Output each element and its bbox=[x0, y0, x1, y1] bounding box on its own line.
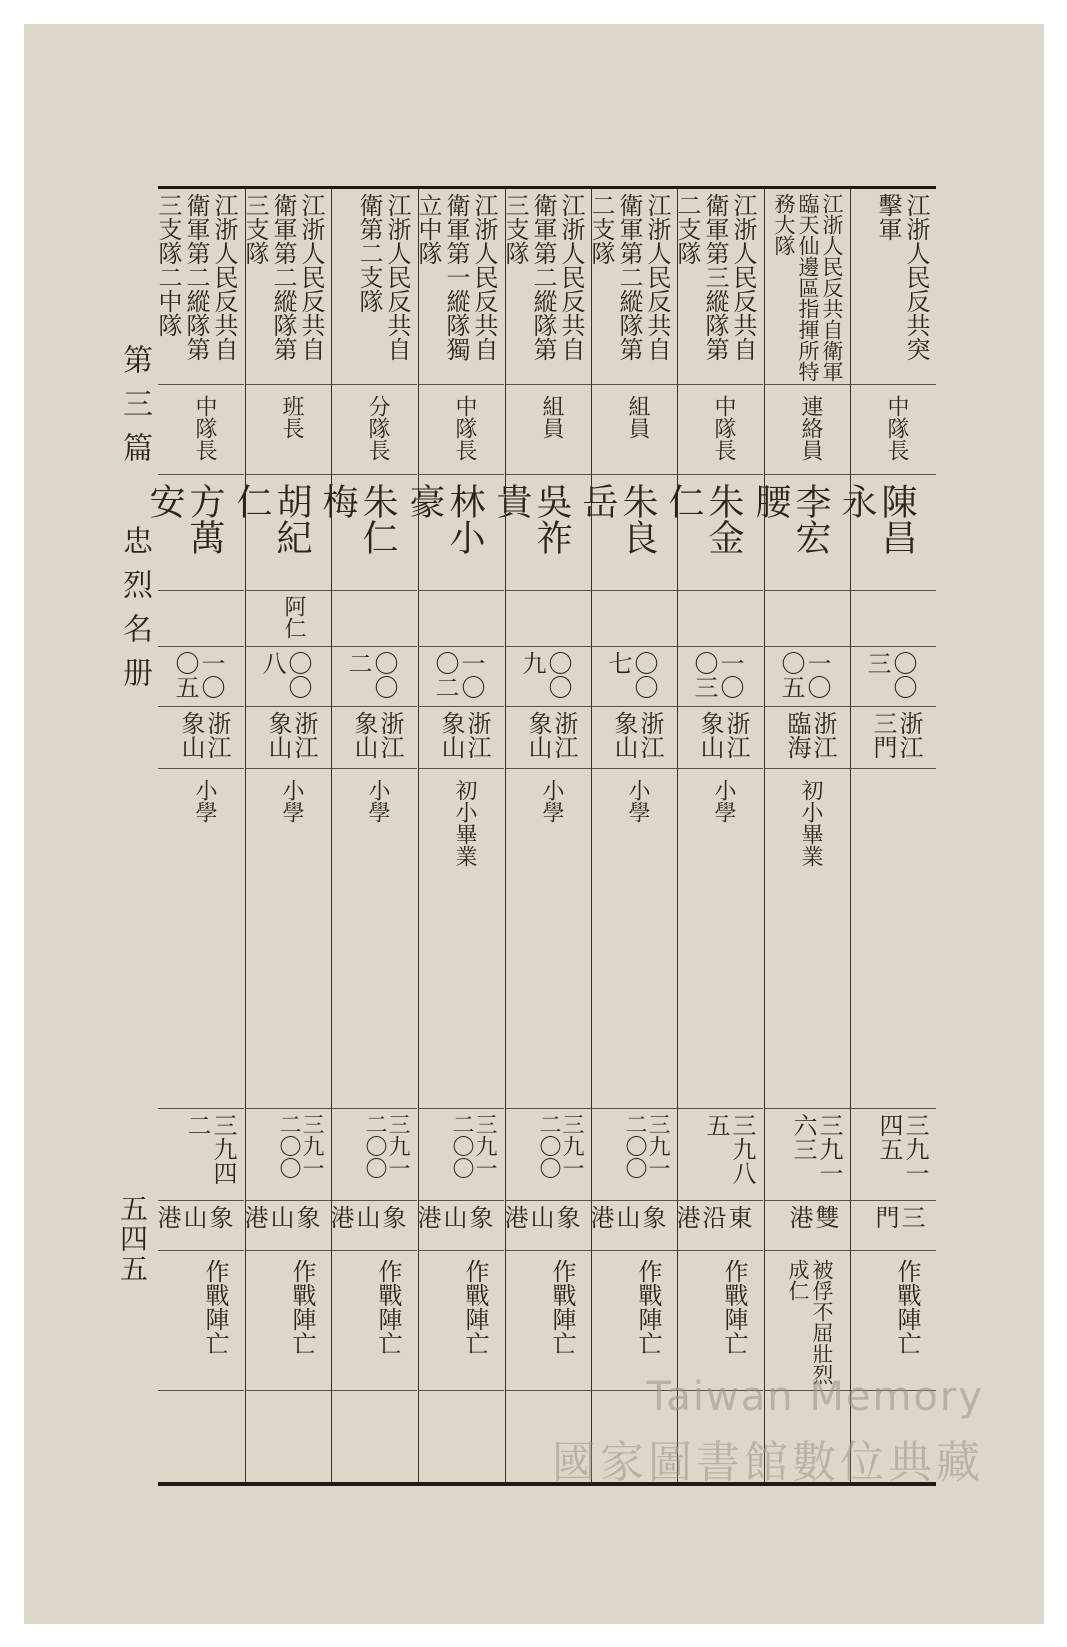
rank-cell: 連絡員 bbox=[765, 385, 850, 475]
alias-cell bbox=[506, 591, 591, 647]
running-head: 第三篇 忠烈名册 bbox=[117, 344, 152, 701]
rank-cell: 中隊長 bbox=[419, 385, 504, 475]
place-cell: 象山港 bbox=[158, 1201, 244, 1251]
date-cell: 三九一二〇〇 bbox=[419, 1109, 504, 1201]
unit-cell: 江浙人民反共自衛軍第二縱隊第三支隊二中隊 bbox=[158, 189, 244, 385]
name-cell: 方萬安 bbox=[158, 475, 244, 591]
remarks-cell bbox=[158, 1391, 244, 1485]
watermark-en: Taiwan Memory bbox=[646, 1374, 984, 1420]
cause-cell: 作戰陣亡 bbox=[678, 1251, 763, 1391]
age-cell: 一〇〇五 bbox=[765, 647, 850, 707]
name-cell: 李宏腰 bbox=[765, 475, 850, 591]
place-cell: 雙港 bbox=[765, 1201, 850, 1251]
unit-cell: 江浙人民反共突擊軍 bbox=[851, 189, 936, 385]
name-cell: 吳祚貴 bbox=[506, 475, 591, 591]
page-number: 五四五 bbox=[116, 1194, 149, 1284]
date-cell: 三九八五 bbox=[678, 1109, 763, 1201]
name-cell: 朱良岳 bbox=[592, 475, 677, 591]
martyr-register-table bbox=[144, 186, 936, 1486]
unit-cell: 江浙人民反共自衛軍第三縱隊第二支隊 bbox=[678, 189, 763, 385]
register-column bbox=[750, 189, 850, 1482]
rank-cell: 中隊長 bbox=[678, 385, 763, 475]
rank-cell: 組員 bbox=[592, 385, 677, 475]
place-cell: 象山港 bbox=[592, 1201, 677, 1251]
origin-cell: 浙江象山 bbox=[246, 707, 331, 769]
date-cell: 三九一二〇〇 bbox=[592, 1109, 677, 1201]
age-cell: 一〇〇五 bbox=[158, 647, 244, 707]
remarks-cell bbox=[332, 1391, 417, 1485]
alias-cell bbox=[158, 591, 244, 647]
origin-cell: 浙江象山 bbox=[332, 707, 417, 769]
date-cell: 三九一二〇〇 bbox=[506, 1109, 591, 1201]
name-cell: 胡紀仁 bbox=[246, 475, 331, 591]
education-cell bbox=[851, 769, 936, 1109]
age-cell: 一〇〇二 bbox=[419, 647, 504, 707]
unit-cell: 江浙人民反共自衛軍臨天仙邊區指揮所特務大隊 bbox=[765, 189, 850, 385]
age-cell: 〇〇八 bbox=[246, 647, 331, 707]
unit-cell: 江浙人民反共自衛軍第一縱隊獨立中隊 bbox=[419, 189, 504, 385]
cause-cell: 作戰陣亡 bbox=[158, 1251, 244, 1391]
alias-cell bbox=[332, 591, 417, 647]
education-cell: 小學 bbox=[678, 769, 763, 1109]
place-cell: 東沿港 bbox=[678, 1201, 763, 1251]
cause-cell: 作戰陣亡 bbox=[332, 1251, 417, 1391]
date-cell: 三九四二 bbox=[158, 1109, 244, 1201]
origin-cell: 浙江象山 bbox=[592, 707, 677, 769]
watermark-cn: 國家圖書館數位典藏 bbox=[552, 1437, 984, 1488]
education-cell: 小學 bbox=[158, 769, 244, 1109]
cause-cell: 作戰陣亡 bbox=[419, 1251, 504, 1391]
age-cell: 〇〇二 bbox=[332, 647, 417, 707]
remarks-cell bbox=[246, 1391, 331, 1485]
age-cell: 〇〇三 bbox=[851, 647, 936, 707]
cause-cell: 作戰陣亡 bbox=[246, 1251, 331, 1391]
place-cell: 三門 bbox=[851, 1201, 936, 1251]
register-column bbox=[836, 189, 936, 1482]
name-cell: 林小豪 bbox=[419, 475, 504, 591]
register-column bbox=[491, 189, 591, 1482]
place-cell: 象山港 bbox=[246, 1201, 331, 1251]
alias-cell: 阿仁 bbox=[246, 591, 331, 647]
alias-cell bbox=[592, 591, 677, 647]
cause-cell: 作戰陣亡 bbox=[506, 1251, 591, 1391]
unit-cell: 江浙人民反共自衛軍第二縱隊第三支隊 bbox=[506, 189, 591, 385]
education-cell: 小學 bbox=[246, 769, 331, 1109]
unit-cell: 江浙人民反共自衛第二支隊 bbox=[332, 189, 417, 385]
name-cell: 朱金仁 bbox=[678, 475, 763, 591]
place-cell: 象山港 bbox=[419, 1201, 504, 1251]
unit-cell: 江浙人民反共自衛軍第二縱隊第三支隊 bbox=[246, 189, 331, 385]
unit-cell: 江浙人民反共自衛軍第二縱隊第二支隊 bbox=[592, 189, 677, 385]
rank-cell: 分隊長 bbox=[332, 385, 417, 475]
origin-cell: 浙江象山 bbox=[419, 707, 504, 769]
date-cell: 三九一二〇〇 bbox=[332, 1109, 417, 1201]
register-column bbox=[317, 189, 417, 1482]
education-cell: 小學 bbox=[506, 769, 591, 1109]
origin-cell: 浙江臨海 bbox=[765, 707, 850, 769]
alias-cell bbox=[765, 591, 850, 647]
origin-cell: 浙江象山 bbox=[678, 707, 763, 769]
cause-cell: 作戰陣亡 bbox=[851, 1251, 936, 1391]
alias-cell bbox=[419, 591, 504, 647]
register-column bbox=[577, 189, 677, 1482]
education-cell: 初小畢業 bbox=[419, 769, 504, 1109]
name-cell: 陳昌永 bbox=[851, 475, 936, 591]
age-cell: 〇〇七 bbox=[592, 647, 677, 707]
cause-cell: 被俘不屈壯烈成仁 bbox=[765, 1251, 850, 1391]
alias-cell bbox=[851, 591, 936, 647]
age-cell: 一〇〇三 bbox=[678, 647, 763, 707]
origin-cell: 浙江三門 bbox=[851, 707, 936, 769]
education-cell: 小學 bbox=[332, 769, 417, 1109]
origin-cell: 浙江象山 bbox=[506, 707, 591, 769]
place-cell: 象山港 bbox=[506, 1201, 591, 1251]
place-cell: 象山港 bbox=[332, 1201, 417, 1251]
date-cell: 三九一二〇〇 bbox=[246, 1109, 331, 1201]
register-column bbox=[144, 189, 244, 1482]
name-cell: 朱仁梅 bbox=[332, 475, 417, 591]
rank-cell: 班長 bbox=[246, 385, 331, 475]
date-cell: 三九一六三 bbox=[765, 1109, 850, 1201]
education-cell: 小學 bbox=[592, 769, 677, 1109]
rank-cell: 組員 bbox=[506, 385, 591, 475]
book-page bbox=[24, 24, 1044, 1624]
origin-cell: 浙江象山 bbox=[158, 707, 244, 769]
education-cell: 初小畢業 bbox=[765, 769, 850, 1109]
register-column bbox=[404, 189, 504, 1482]
library-watermark bbox=[464, 1374, 984, 1490]
cause-cell: 作戰陣亡 bbox=[592, 1251, 677, 1391]
rank-cell: 中隊長 bbox=[158, 385, 244, 475]
register-column bbox=[231, 189, 331, 1482]
register-column bbox=[663, 189, 763, 1482]
age-cell: 〇〇九 bbox=[506, 647, 591, 707]
date-cell: 三九一四五 bbox=[851, 1109, 936, 1201]
alias-cell bbox=[678, 591, 763, 647]
rank-cell: 中隊長 bbox=[851, 385, 936, 475]
